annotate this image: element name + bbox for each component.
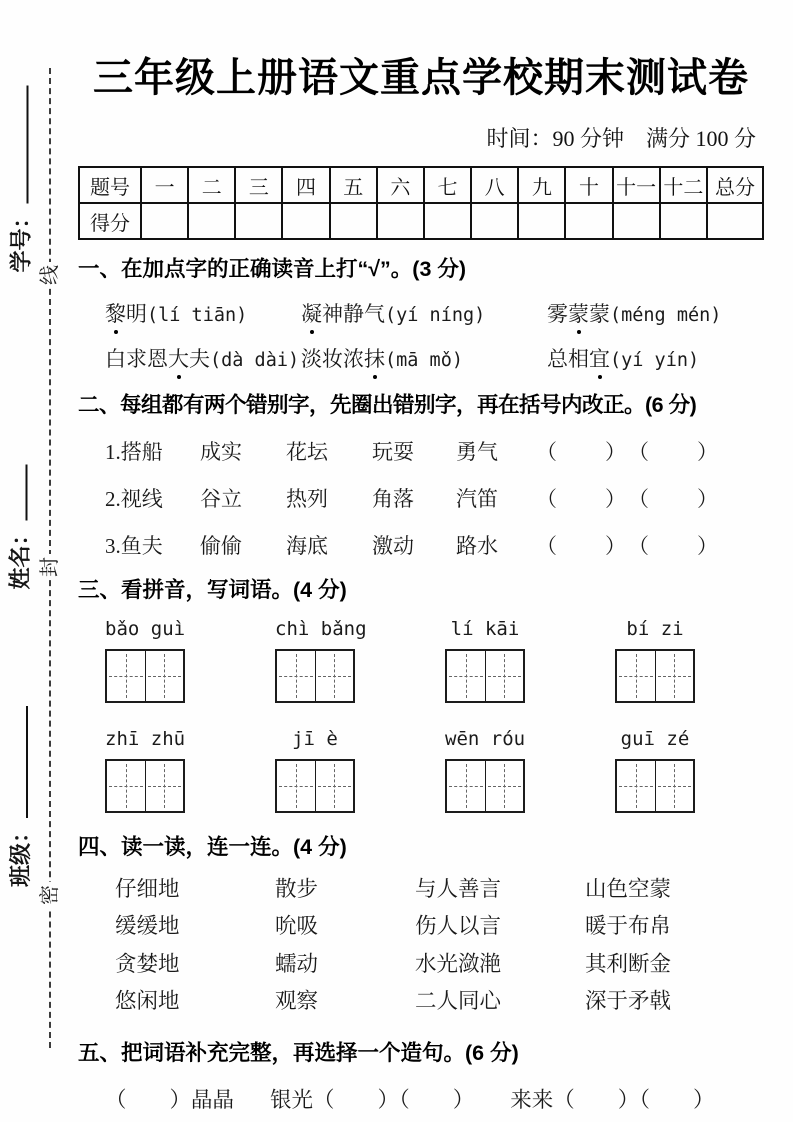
- score-cell: [330, 203, 377, 239]
- score-cell: [141, 203, 188, 239]
- seal-field-label: 学号：: [8, 206, 34, 273]
- paren-blank: （ ）: [628, 533, 720, 558]
- match-phrase: 与人善言: [415, 876, 502, 901]
- word-item: 雾蒙蒙(méng mén): [547, 298, 764, 328]
- tianzige-cell: [107, 651, 145, 701]
- word: 勇气: [456, 439, 498, 464]
- match-phrase: 仔细地: [115, 876, 180, 901]
- col-header: 十一: [613, 167, 660, 203]
- pinyin-label: jī è: [292, 727, 338, 750]
- tianzige-box: [615, 649, 695, 703]
- tianzige-cell: [107, 761, 145, 811]
- seal-char-mi: 密: [37, 882, 63, 908]
- word: 汽笛: [456, 486, 498, 511]
- match-phrase: 暖于布帛: [585, 914, 672, 938]
- col-header: 十二: [660, 167, 707, 203]
- pinyin-label: lí kāi: [450, 617, 520, 640]
- pinyin: (lí tiān): [147, 304, 248, 326]
- section-1-row: [78, 298, 764, 328]
- word-item: 凝神静气(yí níng): [301, 298, 547, 328]
- score-cell: [424, 203, 471, 239]
- write-in-underline: [12, 85, 29, 203]
- write-in-underline: [11, 706, 28, 818]
- pinyin-label: guī zé: [620, 727, 690, 750]
- col-header: 九: [518, 167, 565, 203]
- word: 花坛: [286, 439, 328, 464]
- col-header: 二: [188, 167, 235, 203]
- word: 视线: [120, 486, 163, 511]
- pinyin-group: [275, 617, 367, 703]
- word: 路水: [456, 533, 498, 558]
- pinyin-group: [445, 618, 525, 703]
- score-cell: [235, 203, 282, 239]
- seal-field-class: [6, 687, 36, 887]
- tianzige-box: [105, 649, 185, 703]
- fill-line: [78, 1083, 764, 1114]
- pinyin-row: [78, 728, 764, 813]
- pinyin-row: [78, 618, 764, 703]
- pinyin: (yí níng): [385, 304, 486, 326]
- fill-part: （ ）晶晶: [105, 1088, 235, 1113]
- seal-field-student-number: [7, 68, 37, 273]
- word: 鱼夫: [120, 533, 163, 558]
- tianzige-cell: [145, 651, 184, 701]
- score-cell: [377, 203, 424, 239]
- match-column: [585, 871, 671, 1021]
- match-phrase: 深于矛戟: [585, 989, 672, 1013]
- paren-blank: （ ）: [536, 533, 628, 558]
- word: 玩耍: [372, 439, 414, 464]
- paren-blank: （ ）: [536, 439, 628, 464]
- pinyin: (mā mǒ): [385, 349, 463, 371]
- page-title: 三年级上册语文重点学校期末测试卷: [93, 55, 749, 100]
- score-cell: [613, 203, 660, 239]
- score-cell-total: [707, 203, 763, 239]
- match-phrase: 吮吸: [275, 914, 319, 938]
- seal-field-name: [6, 455, 36, 590]
- dotted-char: 宜: [589, 343, 610, 373]
- word: 谷立: [200, 486, 242, 511]
- tianzige-cell: [145, 761, 184, 811]
- match-column: [115, 871, 275, 1021]
- pinyin-group: [615, 728, 695, 813]
- pinyin-group: [105, 618, 185, 703]
- score-cell: [565, 203, 612, 239]
- tianzige-cell: [655, 651, 694, 701]
- dotted-char: 大: [168, 343, 189, 373]
- row-cell: [105, 530, 200, 560]
- pinyin-group: [445, 728, 525, 813]
- section-3-heading: 三、看拼音，写词语。(4 分): [78, 577, 347, 602]
- score-cell: [188, 203, 235, 239]
- pinyin-label: chì bǎng: [275, 617, 367, 640]
- match-phrase: 山色空蒙: [585, 876, 672, 901]
- score-row-label: 得分: [79, 203, 141, 239]
- dotted-char: 黎: [105, 298, 126, 328]
- seal-field-label: 班级：: [8, 820, 33, 887]
- seal-char-xian: 线: [37, 262, 63, 288]
- col-header: 十: [565, 167, 612, 203]
- tianzige-cell: [315, 651, 354, 701]
- score-table-header-row: [79, 167, 763, 203]
- col-header: 六: [377, 167, 424, 203]
- row-cell: [105, 436, 200, 466]
- row-number: 1.: [105, 439, 121, 464]
- word-item: 白求恩大夫(dà dài): [105, 343, 301, 373]
- tianzige-box: [275, 759, 355, 813]
- write-in-underline: [11, 464, 28, 520]
- seal-char-feng: 封: [37, 554, 63, 580]
- row-number: 3.: [105, 533, 121, 558]
- word: 角落: [372, 486, 414, 511]
- tianzige-cell: [447, 651, 485, 701]
- pinyin-label: zhī zhū: [105, 727, 186, 750]
- pinyin-group: [275, 728, 355, 813]
- error-row: [78, 530, 764, 560]
- word: 海底: [286, 533, 328, 558]
- paren-blank: （ ）: [628, 439, 720, 464]
- word: 激动: [372, 533, 414, 558]
- tianzige-cell: [315, 761, 354, 811]
- dotted-char: 蒙: [568, 298, 589, 328]
- col-header: 四: [282, 167, 329, 203]
- score-table: [78, 166, 764, 240]
- score-cell: [518, 203, 565, 239]
- match-phrase: 其利断金: [585, 951, 672, 976]
- match-phrase: 二人同心: [415, 989, 502, 1013]
- col-header: 一: [141, 167, 188, 203]
- row-number: 2.: [105, 486, 121, 511]
- match-phrase: 悠闲地: [115, 989, 180, 1013]
- col-header: 八: [471, 167, 518, 203]
- col-header: 七: [424, 167, 471, 203]
- match-phrase: 观察: [275, 989, 319, 1013]
- seal-field-label: 姓名：: [7, 523, 33, 590]
- paren-blank: （ ）: [536, 486, 628, 511]
- match-phrase: 蠕动: [275, 951, 319, 976]
- word-item: 黎明(lí tiān): [105, 298, 301, 328]
- section-5-heading: 五、把词语补充完整，再选择一个造句。(6 分): [78, 1040, 519, 1065]
- tianzige-cell: [277, 651, 315, 701]
- pinyin-label: wēn róu: [445, 727, 526, 750]
- tianzige-cell: [277, 761, 315, 811]
- col-header: 三: [235, 167, 282, 203]
- match-column: [415, 871, 585, 1021]
- word-item: 总相宜(yí yín): [547, 343, 764, 373]
- tianzige-box: [105, 759, 185, 813]
- pinyin-group: [105, 728, 185, 813]
- section-1-heading: 一、在加点字的正确读音上打“√”。(3 分): [78, 257, 467, 281]
- tianzige-box: [275, 649, 355, 703]
- tianzige-box: [445, 759, 525, 813]
- error-row: [78, 436, 764, 466]
- pinyin-group: [615, 618, 695, 703]
- pinyin: (méng mén): [610, 304, 722, 326]
- fill-part: 来来（ ）（ ）: [510, 1088, 715, 1113]
- match-phrase: 贪婪地: [115, 951, 180, 976]
- match-phrase: 缓缓地: [115, 914, 180, 938]
- col-header-total: 总分: [707, 167, 763, 203]
- score-table-score-row: [79, 203, 763, 239]
- section-2-heading: 二、每组都有两个错别字，先圈出错别字，再在括号内改正。(6 分): [78, 392, 697, 417]
- word: 搭船: [120, 439, 163, 464]
- col-header: 五: [330, 167, 377, 203]
- section-4-heading: 四、读一读，连一连。(4 分): [78, 834, 347, 859]
- score-cell: [282, 203, 329, 239]
- tianzige-box: [445, 649, 525, 703]
- row-cell: [105, 483, 200, 513]
- section-1-row: [78, 343, 764, 373]
- matching-grid: [78, 871, 764, 1021]
- pinyin-label: bí zi: [626, 617, 684, 640]
- dotted-char: 凝: [301, 298, 322, 328]
- tianzige-cell: [617, 651, 655, 701]
- word: 偷偷: [200, 533, 242, 558]
- exam-meta: 时间：90 分钟 满分 100 分: [486, 126, 756, 151]
- word: 成实: [200, 439, 242, 464]
- pinyin: (dà dài): [210, 349, 300, 371]
- word: 热列: [286, 486, 328, 511]
- score-cell: [471, 203, 518, 239]
- pinyin-label: bǎo guì: [105, 617, 186, 640]
- word-item: 淡妆浓抹(mā mǒ): [301, 343, 547, 373]
- dotted-char: 抹: [364, 343, 385, 373]
- match-phrase: 伤人以言: [415, 914, 502, 938]
- score-table-corner: 题号: [79, 167, 141, 203]
- tianzige-cell: [485, 761, 524, 811]
- tianzige-cell: [617, 761, 655, 811]
- pinyin: (yí yín): [610, 349, 700, 371]
- paren-blank: （ ）: [628, 486, 720, 511]
- fill-part: 银光（ ）（ ）: [270, 1088, 475, 1113]
- match-column: [275, 871, 415, 1021]
- match-phrase: 水光潋滟: [415, 951, 502, 976]
- error-row: [78, 483, 764, 513]
- tianzige-cell: [485, 651, 524, 701]
- tianzige-box: [615, 759, 695, 813]
- match-phrase: 散步: [275, 876, 319, 901]
- tianzige-cell: [447, 761, 485, 811]
- score-cell: [660, 203, 707, 239]
- tianzige-cell: [655, 761, 694, 811]
